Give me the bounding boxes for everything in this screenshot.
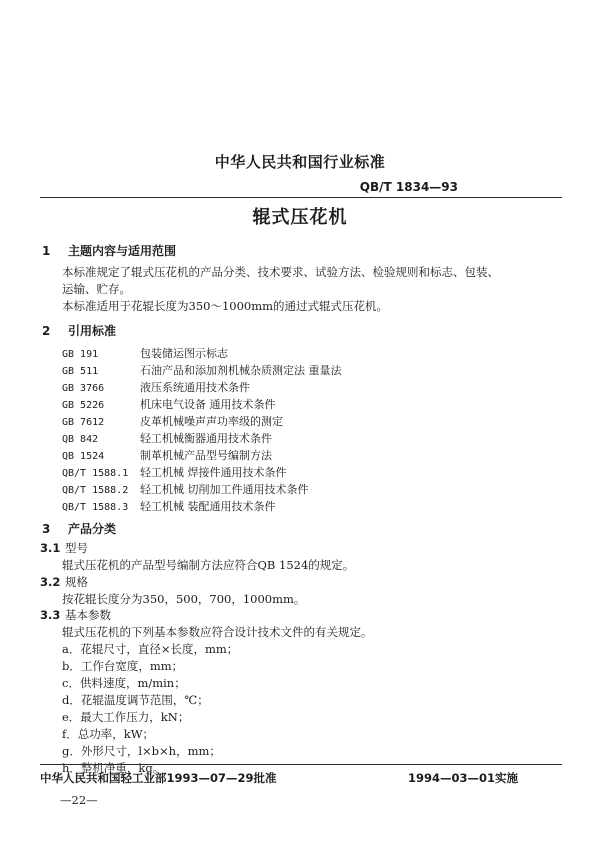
parameter-item: c．供料速度，m/min； [62,676,186,690]
footer-rule [40,764,562,765]
parameter-item: e．最大工作压力，kN； [62,710,190,724]
section-number: 3 [42,522,51,536]
subsection-number: 3.3 [40,608,61,622]
reference-title: 轻工机械 切削加工件通用技术条件 [140,483,309,496]
subsection-3-2-text: 按花辊长度分为350，500，700，1000mm。 [62,592,306,606]
reference-item [62,447,272,463]
reference-code: QB 1524 [62,451,105,462]
org-title: 中华人民共和国行业标准 [214,153,386,171]
subsection-number: 3.1 [40,541,61,555]
reference-title: 机床电气设备 通用技术条件 [140,398,276,411]
reference-item [62,481,309,497]
section-title: 产品分类 [68,522,117,536]
reference-title: 石油产品和添加剂机械杂质测定法 重量法 [140,364,342,377]
parameter-item: f．总功率，kW； [62,727,155,741]
subsection-3-1-text: 辊式压花机的产品型号编制方法应符合QB 1524的规定。 [62,558,355,572]
reference-item [62,345,228,361]
reference-code: QB/T 1588.2 [62,485,129,496]
document-title: 辊式压花机 [252,207,348,228]
parameter-item: b．工作台宽度，mm； [62,659,184,673]
section-3-heading [36,520,116,537]
reference-code: GB 511 [62,366,99,377]
parameter-item: g．外形尺寸，l×b×h，mm； [62,744,221,758]
header-rule [40,197,562,198]
section-number: 1 [42,244,51,258]
section-title: 主题内容与适用范围 [68,244,177,258]
section-1-paragraph-2: 本标准适用于花辊长度为350～1000mm的通过式辊式压花机。 [62,299,389,313]
subsection-title: 型号 [65,541,88,555]
reference-item [62,362,342,378]
subsection-number: 3.2 [40,575,61,589]
subsection-3-1-heading [40,540,88,556]
subsection-title: 基本参数 [65,608,111,622]
reference-title: 轻工机械 焊接件通用技术条件 [140,466,287,479]
section-number: 2 [42,324,51,338]
page-number: —22— [60,793,98,807]
reference-code: GB 7612 [62,417,105,428]
reference-code: GB 5226 [62,400,105,411]
reference-title: 轻工机械 装配通用技术条件 [140,500,276,513]
reference-item [62,498,276,514]
subsection-3-3-heading [40,607,111,623]
section-1-paragraph-1-line-1: 本标准规定了辊式压花机的产品分类、技术要求、试验方法、检验规则和标志、包装、 [62,265,499,279]
reference-code: GB 3766 [62,383,105,394]
subsection-title: 规格 [65,575,88,589]
reference-item [62,396,276,412]
reference-title: 制革机械产品型号编制方法 [140,449,272,462]
effective-date: 1994—03—01实施 [407,771,518,785]
section-2-heading [36,322,116,339]
reference-item [62,413,283,429]
section-title: 引用标准 [68,324,117,338]
parameter-item: a．花辊尺寸，直径×长度，mm； [62,642,239,656]
reference-code: QB/T 1588.1 [62,468,129,479]
reference-title: 液压系统通用技术条件 [140,381,250,394]
section-1-paragraph-1-line-2: 运输、贮存。 [62,282,131,296]
standard-code: QB/T 1834—93 [359,180,458,194]
reference-item [62,379,250,395]
parameter-item: h．整机净重，kg。 [62,761,165,775]
subsection-3-2-heading [40,574,88,590]
reference-title: 皮革机械噪声声功率级的测定 [140,415,283,428]
subsection-3-3-intro: 辊式压花机的下列基本参数应符合设计技术文件的有关规定。 [62,625,373,639]
reference-title: 包装储运图示标志 [140,347,228,360]
reference-item [62,464,287,480]
reference-item [62,430,272,446]
reference-title: 轻工机械衡器通用技术条件 [140,432,272,445]
section-1-heading [36,242,176,259]
reference-code: QB 842 [62,434,99,445]
parameter-item: d．花辊温度调节范围，℃； [62,693,209,707]
reference-code: GB 191 [62,349,99,360]
reference-code: QB/T 1588.3 [62,502,129,513]
approval-line: 中华人民共和国轻工业部1993—07—29批准 [40,771,277,785]
